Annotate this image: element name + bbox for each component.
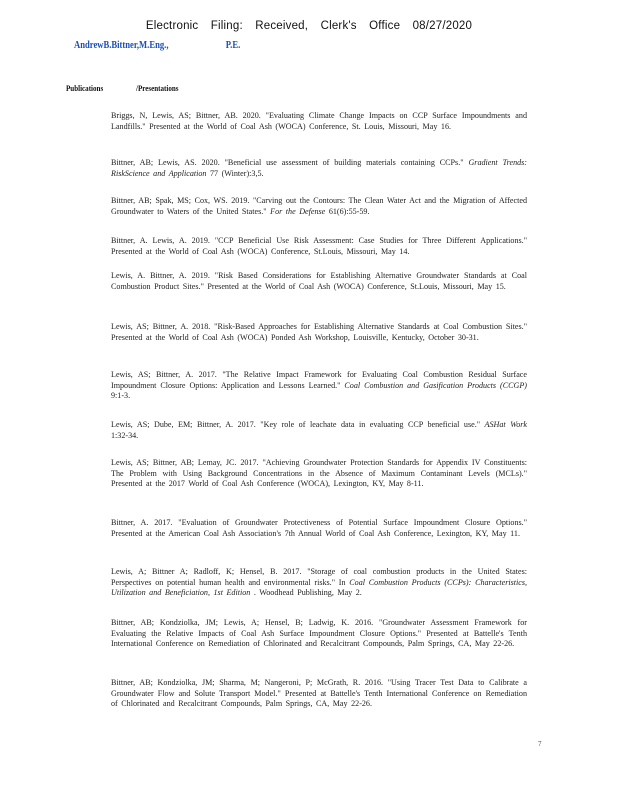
filing-stamp: Electronic Filing: Received, Clerk's Office 08/27/2020 bbox=[145, 20, 473, 32]
entry-journal: ASHat Work bbox=[484, 420, 527, 429]
entry-tail: 77 (Winter):3,5. bbox=[210, 168, 264, 178]
publication-entry bbox=[111, 618, 527, 650]
entry-text: Bittner, AB; Kondziolka, JM; Sharma, M; Nangeroni, P; McGrath, R. 2016. "Using Tracer Test Data to Calibrate a Groundwater Flow and Solute Transport Model." Presented at Battelle's Tenth International Conference on Remediation of Chlorinated and Recalcitrant Compounds, Palm Springs, CA, May 22-26. bbox=[111, 678, 527, 709]
publication-entry bbox=[111, 111, 527, 132]
entry-text: Briggs, N, Lewis, AS; Bittner, AB. 2020. "Evaluating Climate Change Impacts on CCP Surface Impoundments and Landfills." Presented at the World of Coal Ash (WOCA) Conference, St. Louis, Missouri, May 16. bbox=[111, 111, 527, 131]
publication-entry bbox=[111, 420, 527, 441]
section-heading-part1: Publications bbox=[66, 83, 104, 93]
author-credential: P.E. bbox=[225, 40, 241, 51]
publication-entry bbox=[111, 271, 527, 292]
entry-journal: For the Defense bbox=[270, 206, 326, 216]
publication-entry bbox=[111, 458, 527, 490]
entry-text: Lewis, A. Bittner, A. 2019. "Risk Based Considerations for Establishing Alternative Groundwater Standards at Coal Combustion Product Sites." Presented at the World of Coal Ash (WOCA) Conference, St.Louis, Missouri, May 15. bbox=[111, 271, 527, 291]
publication-entry bbox=[111, 518, 527, 539]
entry-text: Bittner, AB; Spak, MS; Cox, WS. 2019. "Carving out the Contours: The Clean Water Act and the Migration of Affected Groundwater to Waters of the United States." bbox=[111, 196, 527, 216]
publication-entry bbox=[111, 236, 527, 257]
section-heading bbox=[66, 83, 179, 93]
entry-book-title: Coal Combustion Products (CCPs): Characteristics, Utilization and Beneficiation, 1st Edition bbox=[111, 577, 527, 598]
publication-entry bbox=[111, 567, 527, 599]
publication-entry bbox=[111, 158, 527, 179]
entry-tail: . Woodhead Publishing, May 2. bbox=[253, 588, 362, 598]
entry-text: Bittner, A. Lewis, A. 2019. "CCP Beneficial Use Risk Assessment: Case Studies for Three Different Applications." Presented at the World of Coal Ash (WOCA) Conference, St.Louis, Missouri, May 14. bbox=[111, 236, 527, 256]
entry-text: Bittner, AB; Kondziolka, JM; Lewis, A; Hensel, B; Ladwig, K. 2016. "Groundwater Assessment Framework for Evaluating the Relative Impacts of Coal Ash Surface Impoundment Closure Options." Presented at Battelle's Tenth International Conference on Remediation of Chlorinated and Recalcitrant Compounds, Palm Springs, CA, May 22-26. bbox=[111, 618, 527, 649]
author-header bbox=[74, 40, 241, 51]
entry-text: Lewis, AS; Bittner, AB; Lemay, JC. 2017. "Achieving Groundwater Protection Standards for Appendix IV Constituents: The Problem with Using Background Concentrations in the Absence of Maximum Contaminant Levels (MCLs)." Presented at the 2017 World of Coal Ash Conference (WOCA), Lexington, KY, May 8-11. bbox=[111, 458, 527, 489]
entry-text: Lewis, AS; Bittner, A. 2017. "The Relative Impact Framework for Evaluating Coal Combustion Residual Surface Impoundment Closure Options: Application and Lessons Learned." bbox=[111, 370, 527, 390]
entry-text: Lewis, A; Bittner A; Radloff, K; Hensel, B. 2017. "Storage of coal combustion products in the United States: Perspectives on potential human health and environmental risks." In bbox=[111, 567, 527, 587]
publication-entry bbox=[111, 370, 527, 402]
publication-entry bbox=[111, 322, 527, 343]
entry-text: Lewis, AS; Bittner, A. 2018. "Risk-Based Approaches for Establishing Alternative Standards at Coal Combustion Sites." Presented at the World of Coal Ash (WOCA) Ponded Ash Workshop, Louisville, Kentucky, October 30-31. bbox=[111, 322, 527, 342]
entry-text: Bittner, A. 2017. "Evaluation of Groundwater Protectiveness of Potential Surface Impoundment Closure Options." Presented at the American Coal Ash Association's 7th Annual World of Coal Ash Conference, Lexington, KY, May 11. bbox=[111, 518, 527, 538]
entry-journal: Gradient Trends: RiskScience and Application bbox=[111, 158, 528, 178]
author-name: AndrewB.Bittner,M.Eng., bbox=[74, 40, 169, 51]
entry-journal: Coal Combustion and Gasification Products (CCGP) bbox=[344, 380, 527, 390]
entry-tail: 9:1-3. bbox=[111, 391, 131, 401]
page-number: 7 bbox=[538, 740, 542, 748]
entry-text: Bittner, AB; Lewis, AS. 2020. "Beneficial use assessment of building materials containing CCPs." bbox=[111, 158, 464, 167]
publication-entry bbox=[111, 678, 527, 710]
entry-tail: 61(6):55-59. bbox=[328, 206, 370, 216]
entry-tail: 1:32-34. bbox=[111, 430, 139, 440]
entry-text: Lewis, AS; Dube, EM; Bittner, A. 2017. "Key role of leachate data in evaluating CCP beneficial use." bbox=[111, 420, 481, 429]
publication-entry bbox=[111, 196, 527, 217]
section-heading-part2: /Presentations bbox=[136, 83, 179, 93]
